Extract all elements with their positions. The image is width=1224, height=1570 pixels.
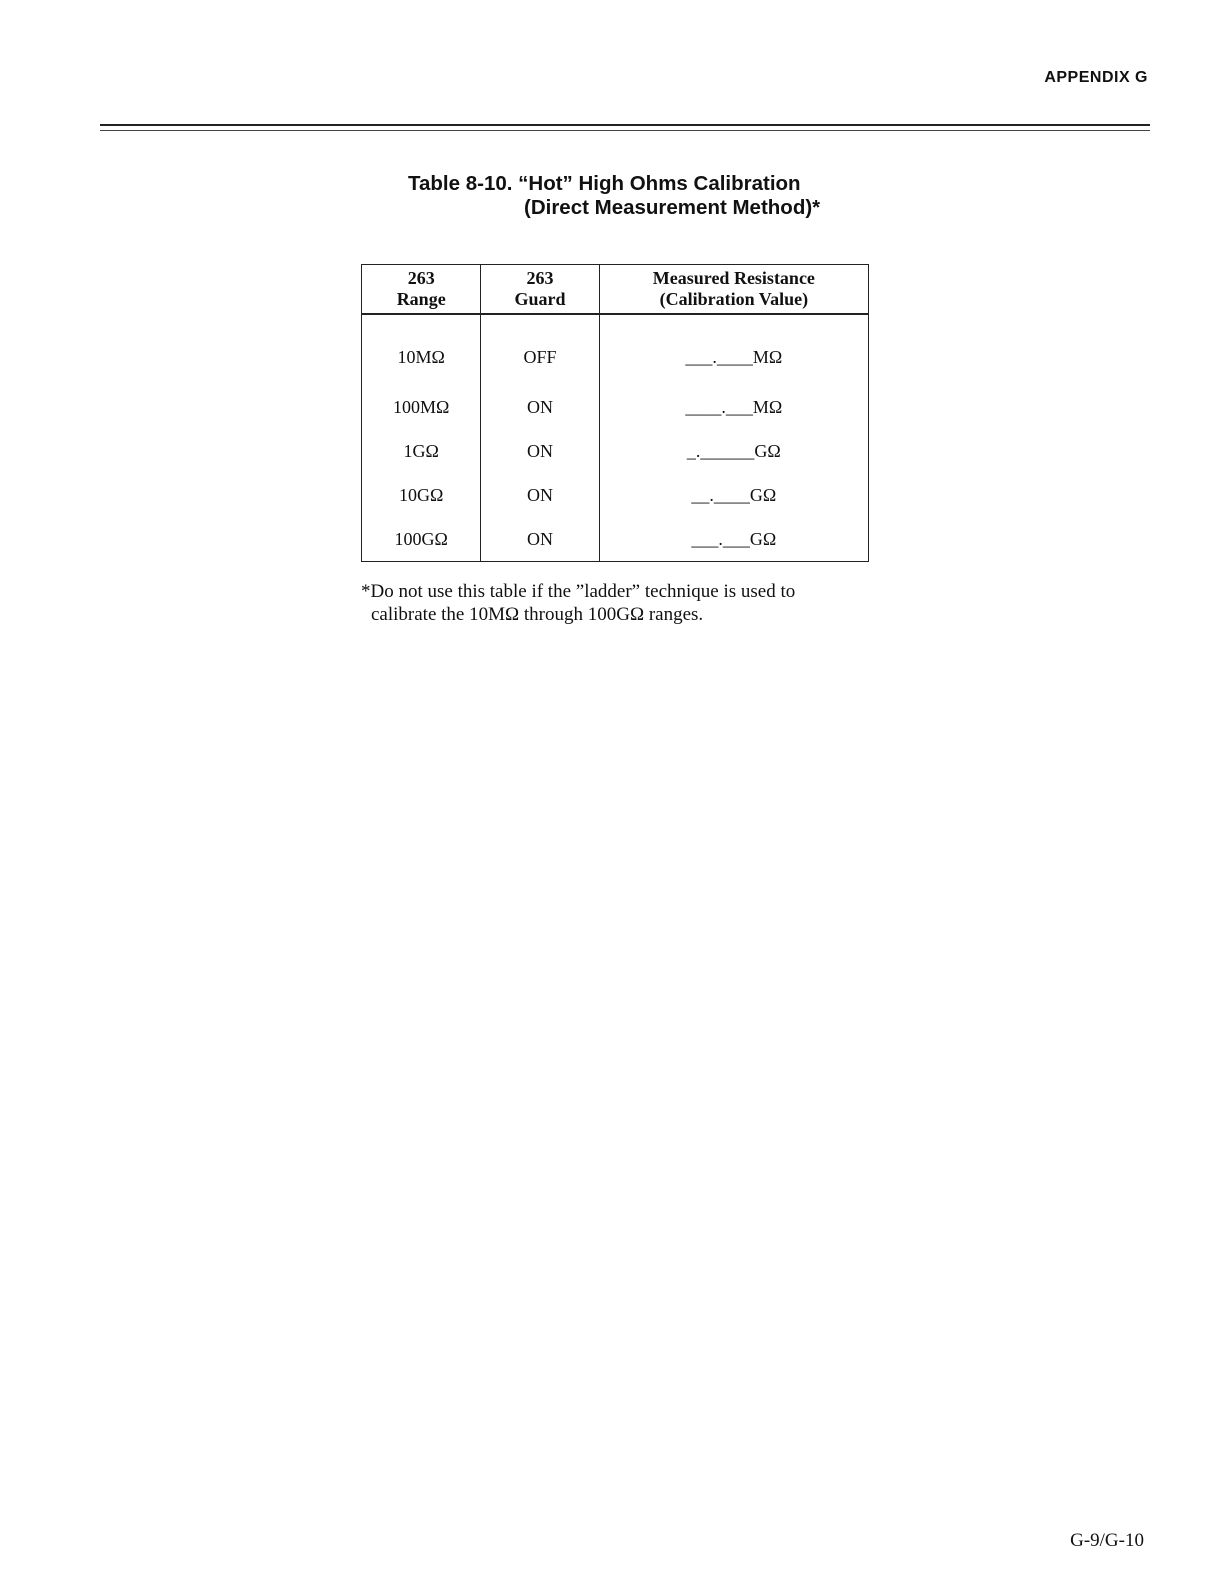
caption-line-1: Table 8-10. “Hot” High Ohms Calibration [408, 172, 801, 195]
unit-label: MΩ [752, 396, 783, 417]
table-row [362, 517, 869, 562]
appendix-label: APPENDIX G [1044, 69, 1148, 86]
range-cell: 10MΩ [362, 314, 481, 385]
header-range [362, 265, 481, 315]
measured-cell [599, 314, 868, 385]
guard-cell: ON [481, 429, 599, 473]
unit-label: GΩ [754, 440, 781, 461]
unit-label: GΩ [749, 484, 777, 505]
footnote-line-1: *Do not use this table if the ”ladder” technique is used to [361, 581, 796, 602]
calibration-table [361, 264, 869, 562]
range-cell: 10GΩ [362, 473, 481, 517]
header-range-line2: Range [396, 289, 446, 309]
value-blank: ___.___ [691, 528, 750, 549]
footnote-line-2: calibrate the 10MΩ through 100GΩ ranges. [371, 604, 704, 625]
page-number: G-9/G-10 [1070, 1530, 1144, 1551]
measured-cell [599, 385, 868, 429]
header-guard-line2: Guard [514, 289, 566, 309]
header-measured-line2: (Calibration Value) [659, 289, 809, 309]
header-measured [599, 265, 868, 315]
table-row [362, 385, 869, 429]
header-rule-thin [100, 130, 1150, 131]
value-blank: ___.____ [685, 346, 753, 367]
header-rule [100, 124, 1150, 126]
table-header-row [362, 265, 869, 315]
table-row [362, 314, 869, 385]
measured-cell [599, 517, 868, 562]
unit-label: GΩ [749, 528, 777, 549]
caption-line-2: (Direct Measurement Method)* [524, 196, 821, 219]
guard-cell: OFF [481, 314, 599, 385]
header-guard [481, 265, 599, 315]
guard-cell: ON [481, 517, 599, 562]
value-blank: __.____ [691, 484, 750, 505]
measured-cell [599, 473, 868, 517]
range-cell: 100GΩ [362, 517, 481, 562]
table-row [362, 429, 869, 473]
guard-cell: ON [481, 473, 599, 517]
range-cell: 1GΩ [362, 429, 481, 473]
header-measured-line1: Measured Resistance [652, 268, 815, 288]
table-caption [300, 172, 940, 220]
measured-cell [599, 429, 868, 473]
value-blank: _.______ [686, 440, 755, 461]
header-guard-line1: 263 [526, 268, 554, 288]
header-range-line1: 263 [407, 268, 435, 288]
table-row [362, 473, 869, 517]
table-footnote [361, 580, 901, 626]
guard-cell: ON [481, 385, 599, 429]
range-cell: 100MΩ [362, 385, 481, 429]
unit-label: MΩ [752, 346, 783, 367]
value-blank: ____.___ [685, 396, 753, 417]
